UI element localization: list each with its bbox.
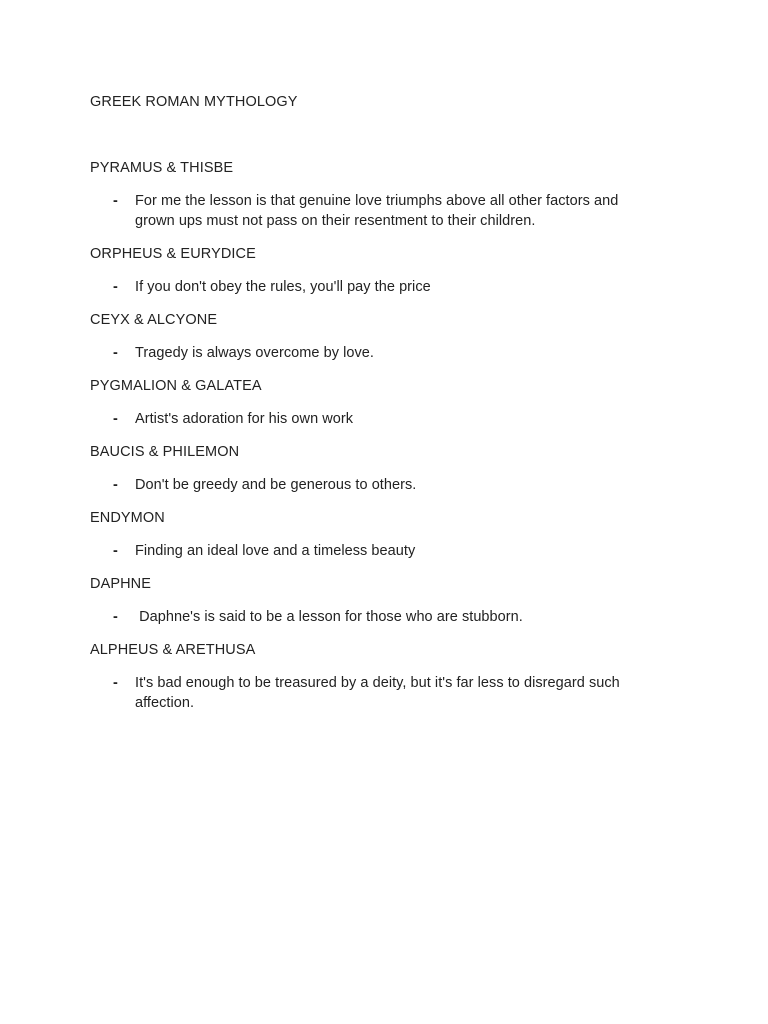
lesson-text: Artist's adoration for his own work	[135, 411, 354, 427]
document-title: GREEK ROMAN MYTHOLOGY	[90, 94, 298, 110]
bullet-dash: -	[113, 279, 118, 295]
lesson-bullet	[90, 409, 645, 429]
bullet-dash: -	[113, 477, 118, 493]
lesson-text: It's bad enough to be treasured by a deity, but it's far less to disregard such affection.	[135, 675, 620, 711]
section-endymon	[90, 508, 768, 561]
lesson-bullet	[90, 475, 645, 495]
section-ceyx-alcyone	[90, 310, 768, 363]
lesson-text: Don't be greedy and be generous to others.	[135, 477, 417, 493]
section-heading: ALPHEUS & ARETHUSA	[90, 642, 256, 658]
lesson-text: If you don't obey the rules, you'll pay the price	[135, 279, 431, 295]
lesson-bullet	[90, 541, 645, 561]
lesson-bullet	[90, 343, 645, 363]
bullet-dash: -	[113, 345, 118, 361]
section-daphne	[90, 574, 768, 627]
section-baucis-philemon	[90, 442, 768, 495]
section-heading: ORPHEUS & EURYDICE	[90, 246, 256, 262]
lesson-bullet	[90, 673, 645, 713]
bullet-dash: -	[113, 609, 118, 625]
lesson-text: Finding an ideal love and a timeless beauty	[135, 543, 416, 559]
lesson-bullet	[90, 191, 645, 231]
bullet-dash: -	[113, 675, 118, 691]
lesson-text: Tragedy is always overcome by love.	[135, 345, 374, 361]
lesson-text: For me the lesson is that genuine love triumphs above all other factors and grown ups must not pass on their resentment to their children.	[135, 193, 619, 229]
section-heading: ENDYMON	[90, 510, 165, 526]
section-heading: BAUCIS & PHILEMON	[90, 444, 240, 460]
bullet-dash: -	[113, 543, 118, 559]
lesson-bullet	[90, 607, 645, 627]
section-heading: DAPHNE	[90, 576, 152, 592]
section-orpheus-eurydice	[90, 244, 768, 297]
section-heading: PYRAMUS & THISBE	[90, 160, 234, 176]
bullet-dash: -	[113, 193, 118, 209]
lesson-bullet	[90, 277, 645, 297]
section-heading: CEYX & ALCYONE	[90, 312, 218, 328]
section-alpheus-arethusa	[90, 640, 768, 713]
bullet-dash: -	[113, 411, 118, 427]
section-heading: PYGMALION & GALATEA	[90, 378, 262, 394]
lesson-text: Daphne's is said to be a lesson for those who are stubborn.	[135, 609, 523, 625]
section-pygmalion-galatea	[90, 376, 768, 429]
section-pyramus-thisbe	[90, 158, 768, 231]
